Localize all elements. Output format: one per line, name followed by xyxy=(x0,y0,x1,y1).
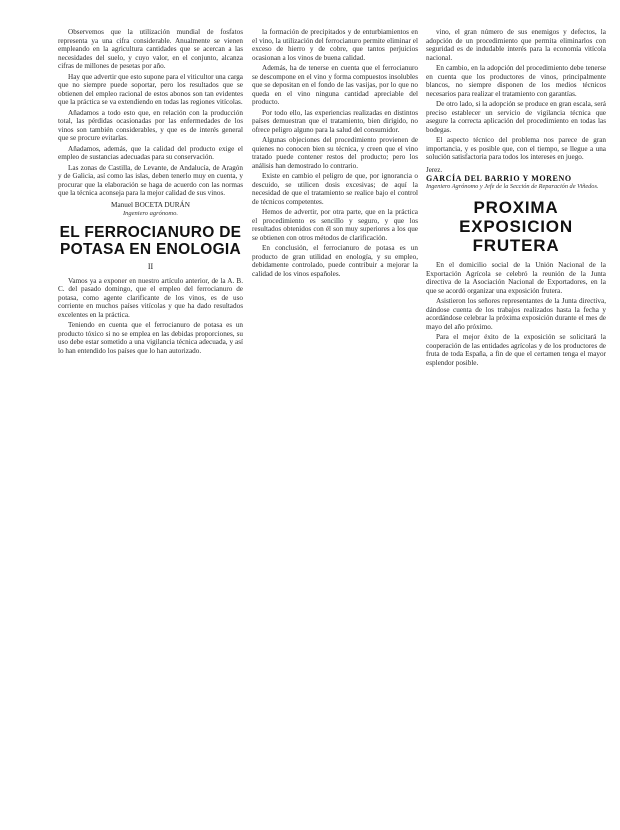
signature-role: Ingeniero Agrónomo y Jefe de la Sección de Reparación de Viñedos. xyxy=(426,182,599,190)
article-paragraph: Las zonas de Castilla, de Levante, de Andalucía, de Aragón y de Galicia, así como las islas, deben tenerlo muy en cuenta, y procurar que la elaboración se haga de acuerdo con las normas que la técnica aconseja para la mejor calidad de sus vinos. xyxy=(58,163,243,197)
article-paragraph: Añadamos, además, que la calidad del producto exige el empleo de sustancias adecuadas para su conservación. xyxy=(58,144,243,161)
article-paragraph: Asistieron los señores representantes de la Junta directiva, dándose cuenta de los trabajos realizados hasta la fecha y acordándose celebrar la próxima exposición durante el mes de mayo del año próximo. xyxy=(426,297,606,331)
section-number: II xyxy=(147,261,154,271)
headline-exposicion-frutera: PROXIMA EXPOSICION FRUTERA xyxy=(459,198,573,255)
article-paragraph: El aspecto técnico del problema nos parece de gran importancia, y es posible que, con el tiempo, se llegue a una solución satisfactoria para todos los intereses en juego. xyxy=(426,136,606,161)
article-paragraph: Algunas objeciones del procedimiento provienen de quienes no conocen bien su técnica, y creen que el vino tratado puede contener restos del producto; pero los análisis han demostrado lo contrario. xyxy=(252,136,418,170)
column-1 xyxy=(58,28,243,357)
article-paragraph: De otro lado, si la adopción se produce en gran escala, será preciso establecer un servicio de vigilancia técnica que asegure la correcta aplicación del procedimiento en todas las bodegas. xyxy=(426,100,606,134)
article-paragraph: la formación de precipitados y de enturbiamientos en el vino, la utilización del ferrocianuro permite eliminar el exceso de hierro y de cobre, que tantos perjuicios ocasionan a los vinos de buena calidad. xyxy=(252,28,418,62)
article-author: Manuel BOCETA DURÁN xyxy=(111,200,190,209)
article-paragraph: Observemos que la utilización mundial de fosfatos representa ya una cifra considerable. Anualmente se vienen empleando en la agricultura cantidades que se acercan a las necesidades del suelo, y cuyo valor, en el conjunto, alcanza cifras de millones de pesetas por año. xyxy=(58,28,243,70)
article-paragraph: Añadamos a todo esto que, en relación con la producción total, las pérdidas ocasionadas por las enfermedades de los vinos son también considerables, y que es de interés general que se procure evitarlas. xyxy=(58,108,243,142)
article-paragraph: Para el mejor éxito de la exposición se solicitará la cooperación de las entidades agrícolas y de los productores de fruta de toda España, a fin de que el certamen tenga el mayor esplendor posible. xyxy=(426,333,606,367)
article-paragraph: En cambio, en la adopción del procedimiento debe tenerse en cuenta que los productores de vinos, principalmente blancos, no siempre disponen de los medios técnicos necesarios para realizar el tratamiento con garantías. xyxy=(426,64,606,98)
article-paragraph: Hemos de advertir, por otra parte, que en la práctica el procedimiento es sencillo y seguro, y que los resultados obtenidos con él son muy superiores a los que se obtienen con otros métodos de clarificación. xyxy=(252,208,418,242)
signature-place: Jerez. xyxy=(426,165,443,174)
column-2 xyxy=(252,28,418,280)
article-author-role: Ingeniero agrónomo. xyxy=(122,209,178,217)
article-paragraph: Por todo ello, las experiencias realizadas en distintos países demuestran que el tratamiento, bien dirigido, no ofrece peligro alguno para la salud del consumidor. xyxy=(252,108,418,134)
article-paragraph: Además, ha de tenerse en cuenta que el ferrocianuro se descompone en el vino y forma compuestos insolubles que se depositan en el fondo de las vasijas, por lo que no queda en el vino ninguna cantidad apreciable del producto. xyxy=(252,64,418,106)
signature-name: GARCÍA DEL BARRIO Y MORENO xyxy=(426,173,572,183)
column-3 xyxy=(426,28,606,369)
headline-ferrocianuro: EL FERROCIANURO DE POTASA EN ENOLOGIA xyxy=(59,223,242,258)
article-paragraph: Existe en cambio el peligro de que, por ignorancia o descuido, se utilicen dosis excesivas; de aquí la necesidad de que el tratamiento se realice bajo el control de técnicos competentes. xyxy=(252,172,418,206)
article-paragraph: En conclusión, el ferrocianuro de potasa es un producto de gran utilidad en enología, y su empleo, debidamente controlado, puede contribuir a mejorar la calidad de los vinos españoles. xyxy=(252,244,418,278)
article-paragraph: Vamos ya a exponer en nuestro artículo anterior, de la A. B. C. del pasado domingo, que el empleo del ferrocianuro de potasa, como agente clarificante de los vinos, es de uso corriente en muchos países vitícolas y que ha dado resultados excelentes en la práctica. xyxy=(58,276,243,319)
signature-block xyxy=(426,166,606,191)
article-paragraph: En el domicilio social de la Unión Nacional de la Exportación Agrícola se celebró la reunión de la Junta directiva de la Asociación Nacional de Exportadores, en la que se acordó organizar una exposición frutera. xyxy=(426,261,606,295)
article-paragraph: Teniendo en cuenta que el ferrocianuro de potasa es un producto tóxico si no se emplea en las debidas proporciones, su uso debe estar sometido a una vigilancia técnica adecuada, y así lo han entendido los países que lo han autorizado. xyxy=(58,321,243,355)
article-paragraph: vino, el gran número de sus enemigos y defectos, la adopción de un procedimiento que permita eliminarlos con seguridad es de indudable interés para la economía vitícola nacional. xyxy=(426,28,606,62)
article-paragraph: Hay que advertir que esto supone para el viticultor una carga que no siempre puede soportar, pero los resultados que se obtienen del empleo racional de estos abonos son tan evidentes que la práctica se va extendiendo en todas las regiones vitícolas. xyxy=(58,72,243,106)
